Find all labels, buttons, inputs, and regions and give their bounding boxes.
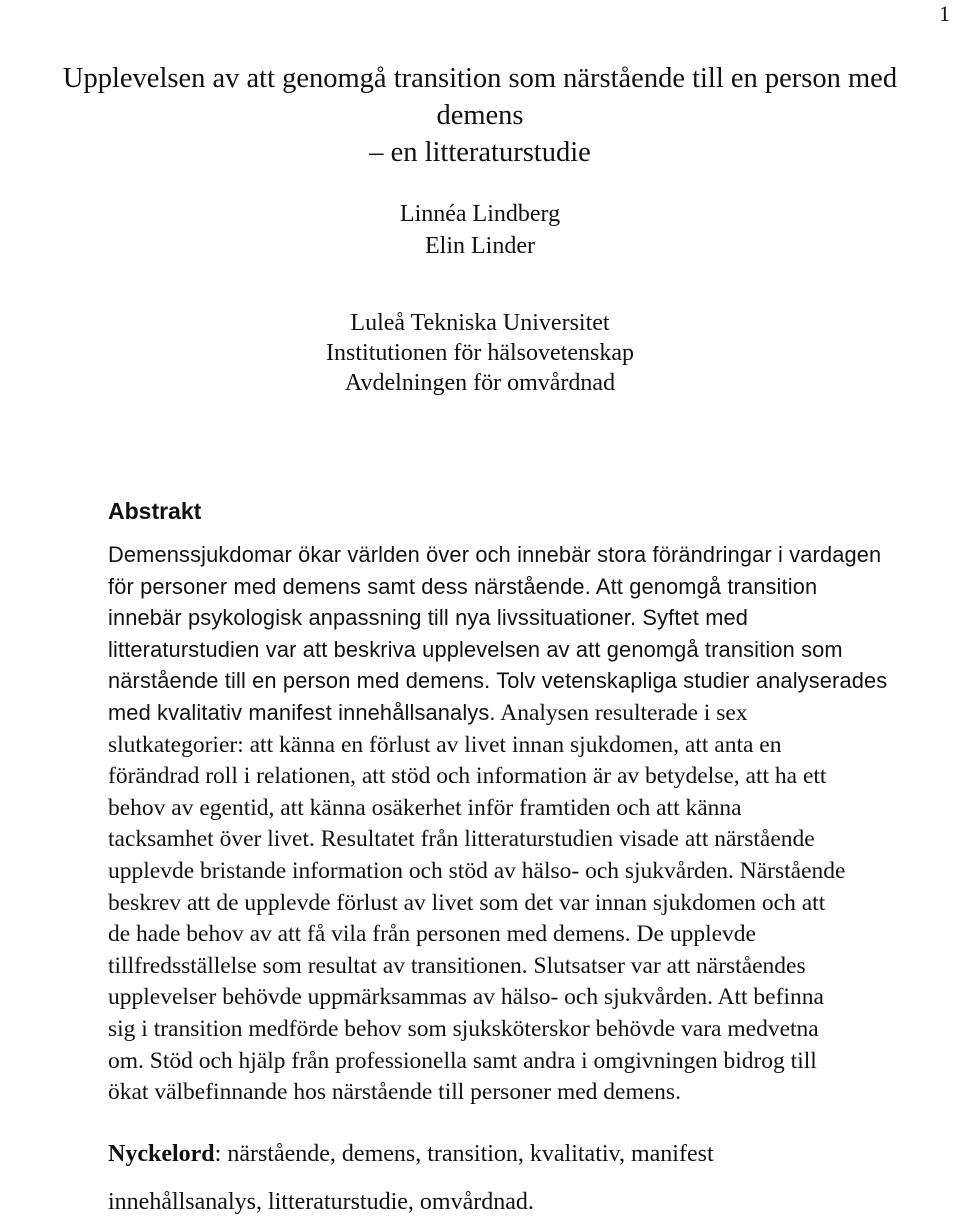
abstract-line-part: Analysen resulterade i sex: [495, 699, 748, 726]
abstract-line: upplevde bristande information och stöd av hälso- och sjukvården. Närstående: [108, 857, 846, 884]
abstract-line: för personer med demens samt dess närstående. Att genomgå transition: [108, 573, 818, 599]
affiliation: [0, 308, 960, 398]
abstract-line: om. Stöd och hjälp från professionella samt andra i omgivningen bidrog till: [108, 1047, 817, 1074]
abstract-line: Demenssjukdomar ökar världen över och innebär stora förändringar i vardagen: [108, 542, 882, 567]
abstract-line: [108, 697, 958, 730]
abstract-line: upplevelser behövde uppmärksammas av hälso- och sjukvården. Att befinna: [108, 984, 824, 1011]
subtitle: – en litteraturstudie: [369, 137, 591, 168]
university: Luleå Tekniska Universitet: [350, 310, 610, 336]
keywords-label: Nyckelord: [108, 1141, 215, 1167]
author-name: Linnéa Lindberg: [399, 201, 561, 227]
abstract-line: tillfredsställelse som resultat av transitionen. Slutsatser var att närståendes: [108, 952, 806, 979]
authors: [0, 198, 960, 262]
abstract-line: slutkategorier: att känna en förlust av livet innan sjukdomen, att anta en: [108, 731, 782, 758]
abstract-line: de hade behov av att få vila från personen med demens. De upplevde: [108, 921, 756, 948]
institution: Institutionen för hälsovetenskap: [326, 340, 634, 366]
abstract-line-part: med kvalitativ manifest innehållsanalys.: [108, 699, 496, 725]
abstract-line: tacksamhet över livet. Resultatet från litteraturstudien visade att närstående: [108, 826, 815, 853]
abstract-text: [108, 539, 958, 1109]
page-number: 1: [939, 1, 950, 26]
abstract-line: beskrev att de upplevde förlust av livet som det var innan sjukdomen och att: [108, 889, 826, 916]
abstract-line: ökat välbefinnande hos närstående till personer med demens.: [108, 1079, 681, 1106]
division: Avdelningen för omvårdnad: [344, 370, 616, 396]
document-title: [0, 60, 960, 171]
abstract-line: behov av egentid, att känna osäkerhet inför framtiden och att känna: [108, 794, 742, 821]
title-line: demens: [436, 100, 524, 131]
keywords-line: innehållsanalys, litteraturstudie, omvårdnad.: [108, 1189, 534, 1215]
author-name: Elin Linder: [425, 233, 535, 259]
keywords: [108, 1130, 958, 1226]
abstract-line: förändrad roll i relationen, att stöd och information är av betydelse, att ha ett: [108, 763, 827, 790]
keywords-list: : närstående, demens, transition, kvalitativ, manifest: [214, 1141, 714, 1167]
abstract-heading: Abstrakt: [108, 498, 202, 524]
keywords-line: [108, 1130, 958, 1178]
abstract-line: sig i transition medförde behov som sjuksköterskor behövde vara medvetna: [108, 1015, 819, 1042]
title-line: Upplevelsen av att genomgå transition som närstående till en person med: [62, 63, 898, 94]
abstract-line: litteraturstudien var att beskriva upplevelsen av att genomgå transition som: [108, 636, 843, 662]
abstract-line: innebär psykologisk anpassning till nya livssituationer. Syftet med: [108, 605, 749, 631]
abstract-line: närstående till en person med demens. Tolv vetenskapliga studier analyserades: [108, 668, 888, 694]
